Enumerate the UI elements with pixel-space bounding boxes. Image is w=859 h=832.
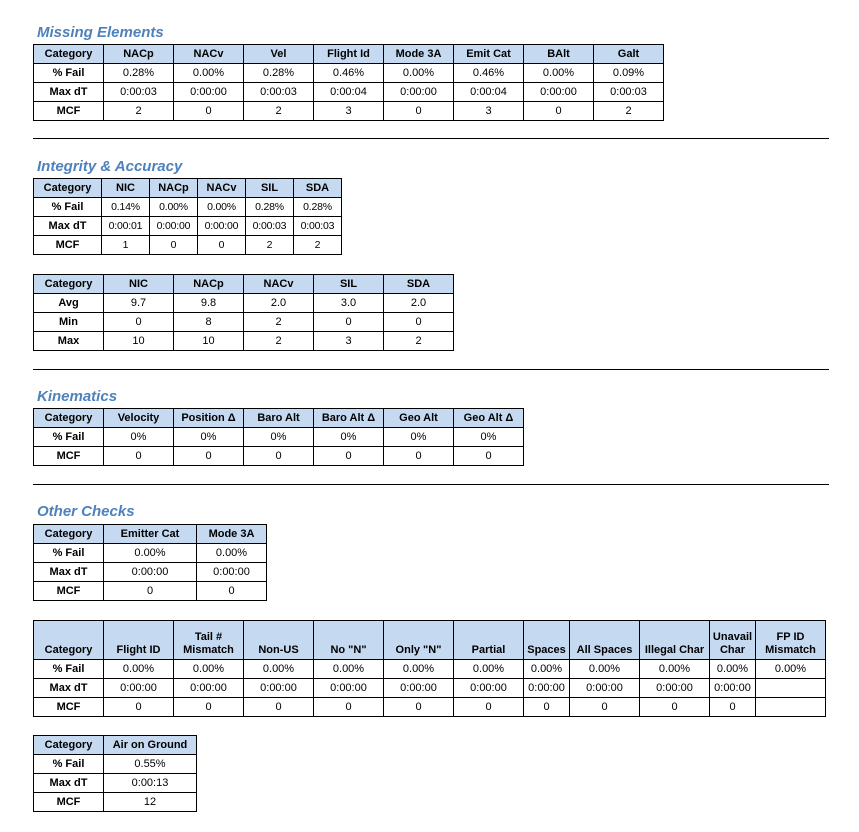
- column-header: NACv: [198, 179, 246, 198]
- column-header: Category: [34, 525, 104, 544]
- column-header: SDA: [294, 179, 342, 198]
- table-cell: 2: [384, 332, 454, 351]
- table-cell: 2.0: [384, 294, 454, 313]
- table-cell: 9.8: [174, 294, 244, 313]
- column-header: NACv: [244, 275, 314, 294]
- row-label: % Fail: [34, 660, 104, 679]
- table-cell: 0:00:03: [594, 83, 664, 102]
- table-row: [34, 83, 664, 102]
- table-cell: 0:00:03: [104, 83, 174, 102]
- table-cell: 8: [174, 313, 244, 332]
- column-header: Tail # Mismatch: [174, 621, 244, 660]
- row-label: % Fail: [34, 198, 102, 217]
- table-cell: 0:00:00: [454, 679, 524, 698]
- table-cell: 0: [570, 698, 640, 717]
- table-cell: 0: [454, 698, 524, 717]
- column-header: Emit Cat: [454, 45, 524, 64]
- table-row: [34, 428, 524, 447]
- column-header: Category: [34, 275, 104, 294]
- table-cell: 0.00%: [524, 64, 594, 83]
- section-title-other-checks: Other Checks: [37, 503, 135, 520]
- table-cell: 0: [174, 698, 244, 717]
- column-header: FP ID Mismatch: [756, 621, 826, 660]
- row-label: % Fail: [34, 428, 104, 447]
- column-header: SDA: [384, 275, 454, 294]
- column-header: NACp: [150, 179, 198, 198]
- row-label: MCF: [34, 582, 104, 601]
- column-header: NACp: [104, 45, 174, 64]
- table-cell: 0.00%: [454, 660, 524, 679]
- table-row: [34, 102, 664, 121]
- table-cell: 0: [384, 447, 454, 466]
- table-cell: 0:00:00: [384, 679, 454, 698]
- column-header: BAlt: [524, 45, 594, 64]
- table-cell: 0.46%: [314, 64, 384, 83]
- table-cell: 0.00%: [640, 660, 710, 679]
- table-cell: 0.00%: [104, 544, 197, 563]
- header-row: [34, 409, 524, 428]
- table-cell: 0: [198, 236, 246, 255]
- column-header: Air on Ground: [104, 736, 197, 755]
- table-cell: 0:00:00: [198, 217, 246, 236]
- table-cell: 2.0: [244, 294, 314, 313]
- table-row: [34, 236, 342, 255]
- table-cell: 0.55%: [104, 755, 197, 774]
- table-row: [34, 774, 197, 793]
- column-header: Baro Alt: [244, 409, 314, 428]
- table-cell: 0.00%: [384, 64, 454, 83]
- table-cell: 2: [244, 102, 314, 121]
- table-cell: 3.0: [314, 294, 384, 313]
- table-cell: 0: [314, 698, 384, 717]
- column-header: Position Δ: [174, 409, 244, 428]
- section-divider: [33, 369, 829, 370]
- table-row: [34, 544, 267, 563]
- table-cell: 2: [244, 332, 314, 351]
- row-label: % Fail: [34, 64, 104, 83]
- table-cell: 0%: [454, 428, 524, 447]
- column-header: Category: [34, 736, 104, 755]
- column-header: No "N": [314, 621, 384, 660]
- table-cell: 0.28%: [244, 64, 314, 83]
- table-cell: 2: [246, 236, 294, 255]
- kinematics-table: [33, 408, 524, 466]
- table-cell: 10: [104, 332, 174, 351]
- table-cell: 0: [104, 582, 197, 601]
- table-cell: 2: [244, 313, 314, 332]
- section-divider: [33, 138, 829, 139]
- column-header: Category: [34, 409, 104, 428]
- table-row: [34, 793, 197, 812]
- column-header: Geo Alt: [384, 409, 454, 428]
- column-header: SIL: [246, 179, 294, 198]
- table-cell: 0.14%: [102, 198, 150, 217]
- table-cell: 0.00%: [104, 660, 174, 679]
- header-row: [34, 45, 664, 64]
- section-title-missing-elements: Missing Elements: [37, 24, 164, 41]
- table-row: [34, 294, 454, 313]
- row-label: MCF: [34, 698, 104, 717]
- table-cell: 0: [150, 236, 198, 255]
- air-on-ground-table: [33, 735, 197, 812]
- header-row: [34, 275, 454, 294]
- row-label: MCF: [34, 236, 102, 255]
- table-cell: 0%: [174, 428, 244, 447]
- table-cell: 0.46%: [454, 64, 524, 83]
- table-row: [34, 447, 524, 466]
- column-header: All Spaces: [570, 621, 640, 660]
- table-row: [34, 698, 826, 717]
- table-cell: 0.00%: [197, 544, 267, 563]
- table-cell: 3: [314, 332, 384, 351]
- table-row: [34, 313, 454, 332]
- table-cell: 0: [524, 698, 570, 717]
- row-label: MCF: [34, 793, 104, 812]
- column-header: Geo Alt Δ: [454, 409, 524, 428]
- column-header: SIL: [314, 275, 384, 294]
- table-cell: 0:00:00: [174, 83, 244, 102]
- row-label: % Fail: [34, 755, 104, 774]
- table-cell: 0: [710, 698, 756, 717]
- table-cell: 0: [104, 313, 174, 332]
- table-cell: 0:00:00: [570, 679, 640, 698]
- table-cell: 0: [244, 698, 314, 717]
- table-cell: 0%: [384, 428, 454, 447]
- column-header: Spaces: [524, 621, 570, 660]
- table-cell: 0: [104, 447, 174, 466]
- flight-id-table: [33, 620, 826, 717]
- column-header: Category: [34, 179, 102, 198]
- column-header: Mode 3A: [197, 525, 267, 544]
- column-header: Category: [34, 621, 104, 660]
- table-cell: 0.28%: [294, 198, 342, 217]
- column-header: Category: [34, 45, 104, 64]
- section-title-integrity-accuracy: Integrity & Accuracy: [37, 158, 183, 175]
- table-cell: 10: [174, 332, 244, 351]
- row-label: Avg: [34, 294, 104, 313]
- row-label: Max: [34, 332, 104, 351]
- table-cell: 0:00:00: [104, 563, 197, 582]
- table-cell: 0.00%: [314, 660, 384, 679]
- column-header: Baro Alt Δ: [314, 409, 384, 428]
- table-cell: 0: [174, 447, 244, 466]
- table-cell: 0:00:00: [384, 83, 454, 102]
- table-cell: 0.28%: [104, 64, 174, 83]
- column-header: Flight ID: [104, 621, 174, 660]
- table-cell: 2: [594, 102, 664, 121]
- table-cell: 3: [454, 102, 524, 121]
- column-header: NACp: [174, 275, 244, 294]
- table-cell: 0: [244, 447, 314, 466]
- table-cell: 0.00%: [244, 660, 314, 679]
- table-cell: 0:00:00: [640, 679, 710, 698]
- table-cell: 3: [314, 102, 384, 121]
- row-label: % Fail: [34, 544, 104, 563]
- row-label: Max dT: [34, 774, 104, 793]
- table-cell: 0%: [314, 428, 384, 447]
- integrity-fail-table: [33, 178, 342, 255]
- table-cell: 0:00:04: [314, 83, 384, 102]
- table-cell: 0:00:01: [102, 217, 150, 236]
- table-cell: 0.00%: [174, 660, 244, 679]
- column-header: Non-US: [244, 621, 314, 660]
- table-cell: 0.00%: [524, 660, 570, 679]
- table-cell: 0: [197, 582, 267, 601]
- column-header: Vel: [244, 45, 314, 64]
- column-header: Mode 3A: [384, 45, 454, 64]
- table-cell: 0:00:04: [454, 83, 524, 102]
- row-label: Max dT: [34, 679, 104, 698]
- table-cell: 0.00%: [756, 660, 826, 679]
- column-header: Velocity: [104, 409, 174, 428]
- row-label: MCF: [34, 102, 104, 121]
- column-header: Emitter Cat: [104, 525, 197, 544]
- table-cell: 0:00:00: [314, 679, 384, 698]
- table-row: [34, 198, 342, 217]
- table-cell: 0:00:03: [294, 217, 342, 236]
- column-header: Only "N": [384, 621, 454, 660]
- table-cell: 0: [314, 313, 384, 332]
- header-row: [34, 179, 342, 198]
- table-cell: 0.00%: [174, 64, 244, 83]
- table-cell: 0: [384, 698, 454, 717]
- table-cell: 0.00%: [150, 198, 198, 217]
- table-cell: 0:00:00: [710, 679, 756, 698]
- table-cell: 0.00%: [198, 198, 246, 217]
- section-title-kinematics: Kinematics: [37, 388, 118, 405]
- table-cell: 0:00:00: [524, 679, 570, 698]
- table-cell: 2: [104, 102, 174, 121]
- table-row: [34, 332, 454, 351]
- column-header: Flight Id: [314, 45, 384, 64]
- table-row: [34, 217, 342, 236]
- header-row: [34, 621, 826, 660]
- table-cell: 0: [454, 447, 524, 466]
- table-cell: 0: [384, 313, 454, 332]
- table-cell: 0: [314, 447, 384, 466]
- row-label: Min: [34, 313, 104, 332]
- integrity-stats-table: [33, 274, 454, 351]
- column-header: NACv: [174, 45, 244, 64]
- table-row: [34, 755, 197, 774]
- column-header: Illegal Char: [640, 621, 710, 660]
- table-cell: 0: [524, 102, 594, 121]
- column-header: NIC: [104, 275, 174, 294]
- column-header: Partial: [454, 621, 524, 660]
- table-cell: 0: [384, 102, 454, 121]
- table-cell: 0.00%: [570, 660, 640, 679]
- table-row: [34, 582, 267, 601]
- table-cell: 0.09%: [594, 64, 664, 83]
- table-cell: 0:00:03: [244, 83, 314, 102]
- table-cell: 9.7: [104, 294, 174, 313]
- table-cell: 12: [104, 793, 197, 812]
- column-header: NIC: [102, 179, 150, 198]
- table-cell: 1: [102, 236, 150, 255]
- table-row: [34, 563, 267, 582]
- header-row: [34, 736, 197, 755]
- row-label: MCF: [34, 447, 104, 466]
- row-label: Max dT: [34, 83, 104, 102]
- section-divider: [33, 484, 829, 485]
- header-row: [34, 525, 267, 544]
- table-cell: 0:00:00: [244, 679, 314, 698]
- table-cell: 0: [174, 102, 244, 121]
- table-cell: 0:00:00: [197, 563, 267, 582]
- table-row: [34, 64, 664, 83]
- table-cell: 0:00:00: [104, 679, 174, 698]
- missing-elements-table: [33, 44, 664, 121]
- table-row: [34, 679, 826, 698]
- table-cell: 0.28%: [246, 198, 294, 217]
- table-row: [34, 660, 826, 679]
- table-cell: 0:00:00: [150, 217, 198, 236]
- table-cell: 0: [640, 698, 710, 717]
- table-cell: 0.00%: [710, 660, 756, 679]
- table-cell: [756, 679, 826, 698]
- table-cell: 0%: [104, 428, 174, 447]
- row-label: Max dT: [34, 217, 102, 236]
- emitter-mode-table: [33, 524, 267, 601]
- column-header: Galt: [594, 45, 664, 64]
- table-cell: 0:00:00: [524, 83, 594, 102]
- table-cell: 0:00:03: [246, 217, 294, 236]
- table-cell: 0:00:13: [104, 774, 197, 793]
- column-header: Unavail Char: [710, 621, 756, 660]
- table-cell: [756, 698, 826, 717]
- row-label: Max dT: [34, 563, 104, 582]
- table-cell: 0.00%: [384, 660, 454, 679]
- table-cell: 0:00:00: [174, 679, 244, 698]
- table-cell: 2: [294, 236, 342, 255]
- table-cell: 0: [104, 698, 174, 717]
- table-cell: 0%: [244, 428, 314, 447]
